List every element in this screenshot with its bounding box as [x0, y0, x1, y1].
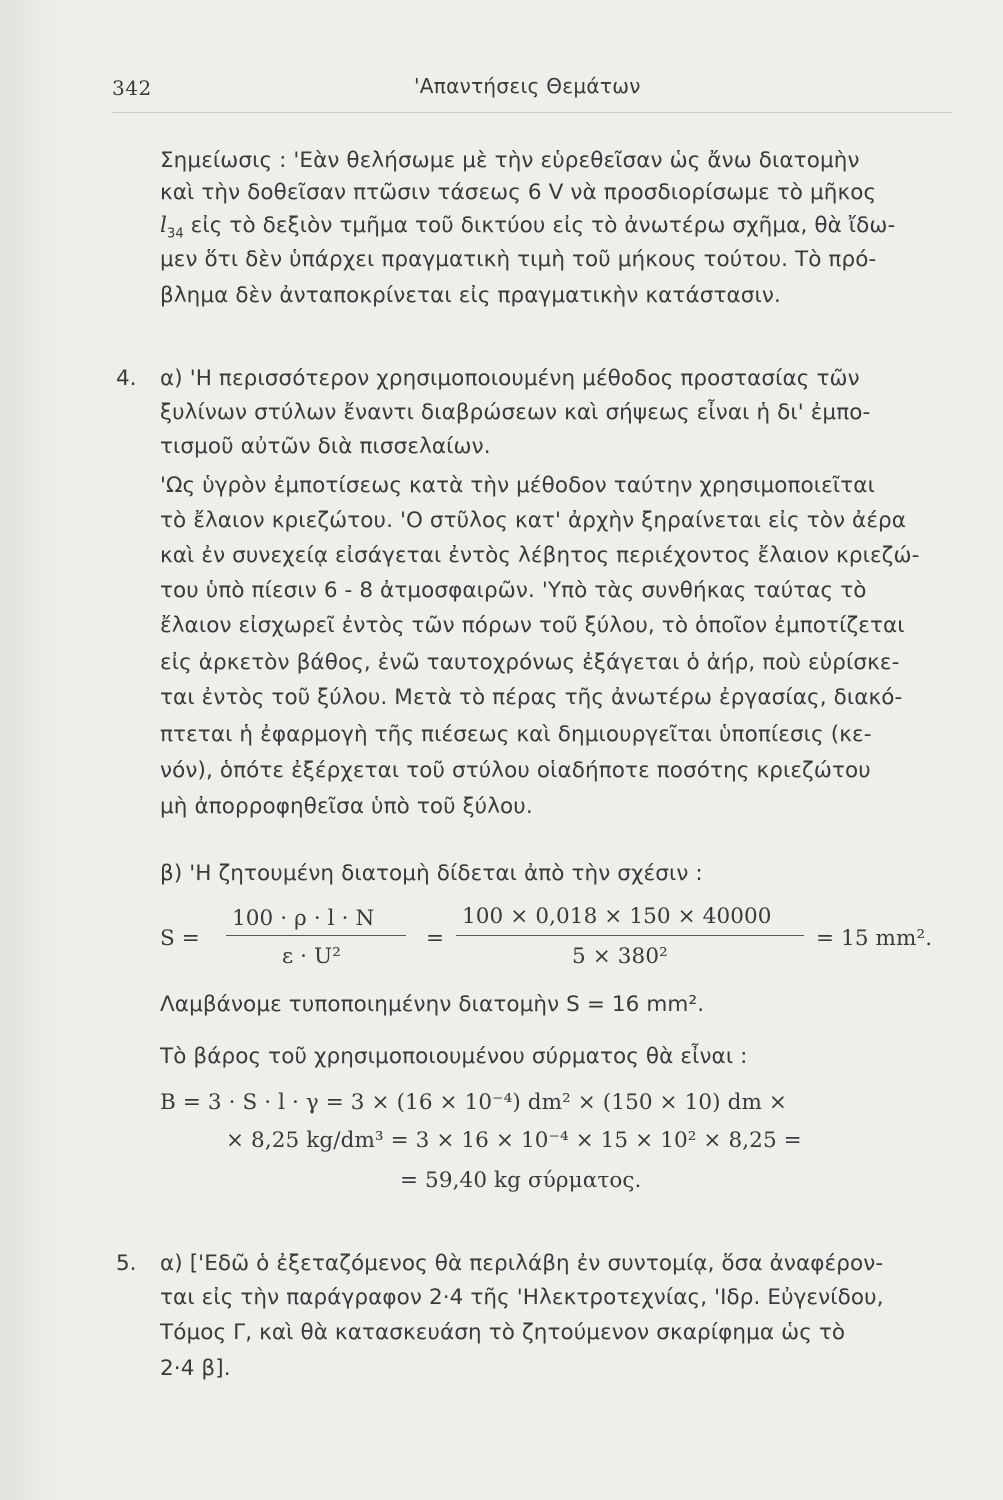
item-5-number: 5. [116, 1251, 137, 1276]
item-4-paragraph-line-7: ται ἐντὸς τοῦ ξύλου. Μετὰ τὸ πέρας τῆς ἀνωτέρω ἐργασίας, διακό- [160, 685, 903, 710]
item-4b-line-1: β) 'Η ζητουμένη διατομὴ δίδεται ἀπὸ τὴν σχέσιν : [160, 861, 703, 886]
running-title: 'Απαντήσεις Θεμάτων [414, 74, 641, 98]
note-line-5: βλημα δὲν ἀνταποκρίνεται εἰς πραγματικὴν κατάστασιν. [160, 283, 781, 308]
item-4-paragraph-line-1: 'Ως ὑγρὸν ἐμποτίσεως κατὰ τὴν μέθοδον ταύτην χρησιμοποιεῖται [160, 473, 875, 498]
item-4b-line-2: Λαμβάνομε τυποποιημένην διατομὴν S = 16 mm². [160, 992, 705, 1017]
item-4-paragraph-line-6: εἰς ἀρκετὸν βάθος, ἐνῶ ταυτοχρόνως ἐξάγεται ὁ ἀήρ, ποὺ εὑρίσκε- [160, 650, 900, 675]
note-line-1: Σημείωσις : 'Εὰν θελήσωμε μὲ τὴν εὑρεθεῖσαν ὡς ἄνω διατομὴν [160, 148, 860, 173]
item-5-line-3: Τόμος Γ, καὶ θὰ κατασκευάση τὸ ζητούμενον σκαρίφημα ὡς τὸ [160, 1320, 846, 1345]
item-4-paragraph-line-5: ἔλαιον εἰσχωρεῖ ἐντὸς τῶν πόρων τοῦ ξύλου, τὸ ὁποῖον ἐμποτίζεται [160, 613, 905, 638]
item-4-paragraph-line-2: τὸ ἔλαιον κριεζώτου. 'Ο στῦλος κατ' ἀρχὴν ξηραίνεται εἰς τὸν ἀέρα [160, 508, 907, 533]
header-rule [112, 112, 952, 113]
page-binding-shadow [0, 0, 60, 1500]
note-line-3-rest: εἰς τὸ δεξιὸν τμῆμα τοῦ δικτύου εἰς τὸ ἀνωτέρω σχῆμα, θὰ ἴδω- [183, 213, 896, 238]
page-number: 342 [112, 76, 152, 100]
formula-numerator-2: 100 × 0,018 × 150 × 40000 [462, 904, 772, 929]
item-4b-line-3: Τὸ βάρος τοῦ χρησιμοποιουμένου σύρματος θὰ εἶναι : [160, 1044, 748, 1069]
formula-equals-1: = [426, 926, 445, 951]
item-4-paragraph-line-10: μὴ ἀπορροφηθεῖσα ὑπὸ τοῦ ξύλου. [160, 794, 533, 819]
note-line-3-symbol: l [160, 213, 167, 238]
item-5-line-4: 2·4 β]. [160, 1356, 231, 1381]
item-4-number: 4. [116, 366, 137, 391]
note-line-3-subscript: 34 [166, 226, 184, 242]
fraction-bar-2 [456, 935, 804, 936]
item-4a-line-3: τισμοῦ αὐτῶν διὰ πισσελαίων. [160, 434, 491, 459]
fraction-bar-1 [226, 935, 406, 936]
item-4-paragraph-line-4: του ὑπὸ πίεσιν 6 - 8 ἀτμοσφαιρῶν. 'Υπὸ τὰς συνθήκας ταύτας τὸ [160, 578, 867, 603]
note-line-4: μεν ὅτι δὲν ὑπάρχει πραγματικὴ τιμὴ τοῦ μήκους τούτου. Τὸ πρό- [160, 247, 877, 272]
item-4a-line-1: α) 'Η περισσότερον χρησιμοποιουμένη μέθοδος προστασίας τῶν [160, 366, 860, 391]
item-4-paragraph-line-8: πτεται ἡ ἐφαρμογὴ τῆς πιέσεως καὶ δημιουργεῖται ὑποπίεσις (κε- [160, 722, 872, 747]
formula-result: = 15 mm². [816, 926, 933, 951]
item-5-line-1: α) ['Εδῶ ὁ ἐξεταζόμενος θὰ περιλάβη ἐν συντομίᾳ, ὅσα ἀναφέρον- [160, 1251, 884, 1276]
formula-denominator-2: 5 × 380² [572, 944, 668, 969]
weight-equation-line-1: B = 3 · S · l · γ = 3 × (16 × 10⁻⁴) dm² × (150 × 10) dm × [160, 1090, 787, 1115]
weight-equation-line-3: = 59,40 kg σύρματος. [400, 1168, 642, 1193]
note-line-2: καὶ τὴν δοθεῖσαν πτῶσιν τάσεως 6 V νὰ προσδιορίσωμε τὸ μῆκος [160, 180, 877, 205]
item-4-paragraph-line-9: νόν), ὁπότε ἐξέρχεται τοῦ στύλου οἱαδήποτε ποσότης κριεζώτου [160, 758, 871, 783]
formula-S-equals: S = [160, 926, 200, 951]
note-line-3 [160, 213, 896, 242]
formula-numerator-1: 100 · ρ · l · N [232, 906, 375, 931]
item-4a-line-2: ξυλίνων στύλων ἔναντι διαβρώσεων καὶ σήψεως εἶναι ἡ δι' ἐμπο- [160, 400, 871, 425]
item-4-paragraph-line-3: καὶ ἐν συνεχείᾳ εἰσάγεται ἐντὸς λέβητος περιέχοντος ἔλαιον κριεζώ- [160, 543, 920, 568]
weight-equation-line-2: × 8,25 kg/dm³ = 3 × 16 × 10⁻⁴ × 15 × 10² × 8,25 = [226, 1128, 802, 1153]
formula-denominator-1: ε · U² [282, 944, 341, 969]
item-5-line-2: ται εἰς τὴν παράγραφον 2·4 τῆς 'Ηλεκτροτεχνίας, 'Ιδρ. Εὐγενίδου, [160, 1285, 884, 1310]
